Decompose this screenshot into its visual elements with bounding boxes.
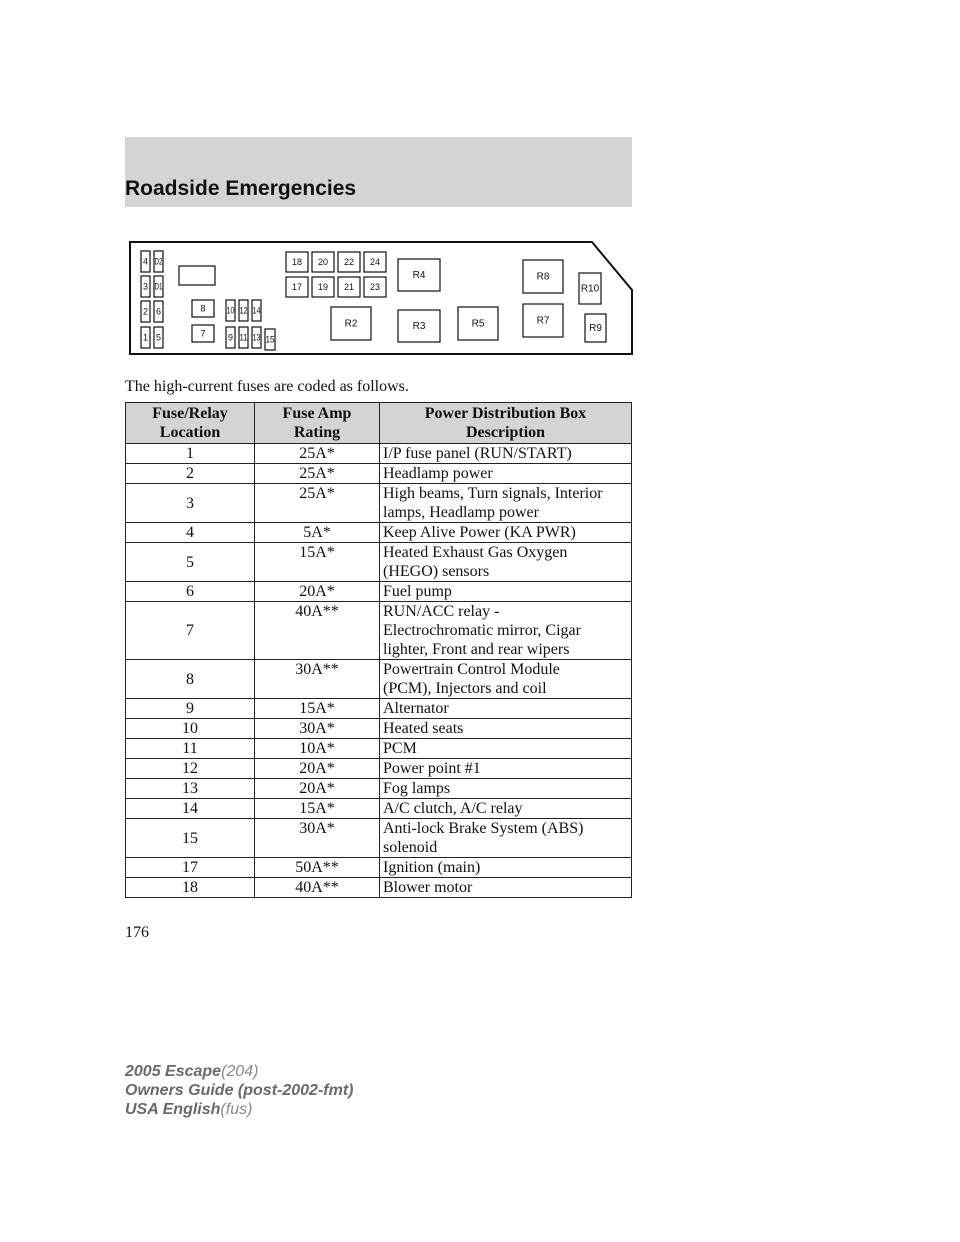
fuse-label: 14 xyxy=(252,305,261,316)
relay-label: R2 xyxy=(344,318,358,330)
table-row xyxy=(126,858,632,878)
description-line: Power point #1 xyxy=(383,760,481,777)
description-line: A/C clutch, A/C relay xyxy=(383,800,523,817)
fuse-label: 18 xyxy=(291,257,303,267)
fuse-rating: 30A** xyxy=(255,660,380,699)
header-rating: Fuse Amp Rating xyxy=(255,403,380,444)
fuse-description xyxy=(380,484,632,523)
fuse-location: 10 xyxy=(126,719,255,739)
fuse-label: 20 xyxy=(317,257,329,267)
fuse-rating: 25A* xyxy=(255,464,380,484)
fuse-label: 19 xyxy=(317,282,329,292)
fuse-description xyxy=(380,799,632,819)
description-line: Fog lamps xyxy=(383,780,451,797)
description-line: PCM xyxy=(383,740,417,757)
table-row xyxy=(126,543,632,582)
fuse-description xyxy=(380,543,632,582)
footer-line-3: USA English(fus) xyxy=(125,1101,253,1118)
table-row xyxy=(126,819,632,858)
fuse-rating: 20A* xyxy=(255,759,380,779)
fuse-location: 15 xyxy=(126,819,255,858)
relay-label: R4 xyxy=(412,270,426,281)
footer-line-2: Owners Guide (post-2002-fmt) xyxy=(125,1082,354,1099)
intro-text: The high-current fuses are coded as follows. xyxy=(125,378,409,395)
fuse-location: 13 xyxy=(126,779,255,799)
fuse-rating: 50A** xyxy=(255,858,380,878)
description-line: RUN/ACC relay - xyxy=(383,603,500,620)
fuse-label: 22 xyxy=(343,257,355,267)
table-row xyxy=(126,484,632,523)
table-row xyxy=(126,779,632,799)
fuse-location: 8 xyxy=(126,660,255,699)
table-row xyxy=(126,719,632,739)
header-description: Power Distribution Box Description xyxy=(380,403,632,444)
table-row xyxy=(126,523,632,543)
fuse-description xyxy=(380,878,632,898)
description-line: Blower motor xyxy=(383,879,473,896)
table-row xyxy=(126,699,632,719)
document-footer xyxy=(125,1062,353,1119)
fuse-label: 8 xyxy=(200,303,206,314)
description-line: Alternator xyxy=(383,700,449,717)
fuse-description xyxy=(380,739,632,759)
fuse-label: 12 xyxy=(239,305,248,316)
fuse-location: 17 xyxy=(126,858,255,878)
fuse-location: 9 xyxy=(126,699,255,719)
table-row xyxy=(126,660,632,699)
fuse-label: 10 xyxy=(226,305,235,316)
blank-slot xyxy=(179,266,215,285)
description-line: (PCM), Injectors and coil xyxy=(383,680,547,697)
fuse-label: 23 xyxy=(369,282,381,292)
fuse-rating: 20A* xyxy=(255,779,380,799)
fuse-rating: 15A* xyxy=(255,699,380,719)
relay-label: R10 xyxy=(580,283,600,295)
description-line: Fuel pump xyxy=(383,583,452,600)
table-row xyxy=(126,759,632,779)
section-title: Roadside Emergencies xyxy=(125,177,357,200)
fuse-label: 5 xyxy=(155,332,162,343)
description-line: Keep Alive Power (KA PWR) xyxy=(383,524,576,541)
fuse-location: 2 xyxy=(126,464,255,484)
fuse-label: 15 xyxy=(265,334,275,345)
fuse-label: 11 xyxy=(239,332,248,343)
fuse-rating: 30A* xyxy=(255,719,380,739)
fuse-rating: 20A* xyxy=(255,582,380,602)
fuse-location: 4 xyxy=(126,523,255,543)
table-row xyxy=(126,464,632,484)
fuse-rating: 25A* xyxy=(255,444,380,464)
fuse-location: 11 xyxy=(126,739,255,759)
relay-label: R3 xyxy=(412,321,426,332)
table-row xyxy=(126,444,632,464)
footer-line-1: 2005 Escape(204) xyxy=(125,1063,259,1080)
table-row xyxy=(126,739,632,759)
description-line: lamps, Headlamp power xyxy=(383,504,539,521)
fuse-rating: 10A* xyxy=(255,739,380,759)
fuse-rating: 40A** xyxy=(255,878,380,898)
table-row xyxy=(126,799,632,819)
fuse-label: 9 xyxy=(227,332,234,343)
relay-label: R7 xyxy=(536,315,550,327)
description-line: I/P fuse panel (RUN/START) xyxy=(383,445,572,462)
fuse-label: 7 xyxy=(200,328,206,339)
fuse-description xyxy=(380,464,632,484)
fuse-location: 6 xyxy=(126,582,255,602)
fuse-rating: 40A** xyxy=(255,602,380,660)
fuse-rating: 30A* xyxy=(255,819,380,858)
table-row xyxy=(126,582,632,602)
table-row xyxy=(126,878,632,898)
fuse-location: 1 xyxy=(126,444,255,464)
fuse-table xyxy=(125,402,632,898)
description-line: Heated seats xyxy=(383,720,464,737)
relay-label: R5 xyxy=(471,318,485,330)
description-line: lighter, Front and rear wipers xyxy=(383,641,570,658)
fuse-description xyxy=(380,858,632,878)
fuse-description xyxy=(380,719,632,739)
relay-label: R9 xyxy=(589,323,602,334)
fuse-label: 3 xyxy=(142,281,149,292)
fuse-location: 5 xyxy=(126,543,255,582)
fuse-location: 18 xyxy=(126,878,255,898)
relay-label: R8 xyxy=(536,271,550,283)
fuse-label: 1 xyxy=(142,332,149,343)
page-number: 176 xyxy=(125,924,149,941)
description-line: High beams, Turn signals, Interior xyxy=(383,485,603,502)
fuse-label: 13 xyxy=(252,332,261,343)
description-line: (HEGO) sensors xyxy=(383,563,490,580)
description-line: Anti-lock Brake System (ABS) xyxy=(383,820,584,837)
fuse-rating: 25A* xyxy=(255,484,380,523)
fuse-description xyxy=(380,699,632,719)
fuse-location: 14 xyxy=(126,799,255,819)
fuse-description xyxy=(380,759,632,779)
fuse-label: D1 xyxy=(154,281,163,292)
fuse-description xyxy=(380,602,632,660)
fuse-description xyxy=(380,819,632,858)
fuse-description xyxy=(380,582,632,602)
header-location: Fuse/Relay Location xyxy=(126,403,255,444)
description-line: Headlamp power xyxy=(383,465,493,482)
fuse-label: 24 xyxy=(369,257,381,267)
fuse-description xyxy=(380,779,632,799)
fuse-location: 3 xyxy=(126,484,255,523)
description-line: solenoid xyxy=(383,839,438,856)
fuse-label: 4 xyxy=(142,256,149,267)
fuse-label: 6 xyxy=(155,306,162,317)
fuse-description xyxy=(380,444,632,464)
fuse-location: 7 xyxy=(126,602,255,660)
table-header-row xyxy=(126,403,632,444)
fuse-box-diagram xyxy=(125,234,637,360)
section-header xyxy=(125,137,632,207)
fuse-rating: 15A* xyxy=(255,543,380,582)
fuse-location: 12 xyxy=(126,759,255,779)
fuse-label: D2 xyxy=(154,256,163,267)
fuse-label: 17 xyxy=(291,282,303,292)
fuse-description xyxy=(380,523,632,543)
description-line: Ignition (main) xyxy=(383,859,481,876)
description-line: Electrochromatic mirror, Cigar xyxy=(383,622,581,639)
fuse-label: 2 xyxy=(142,306,149,317)
fuse-label: 21 xyxy=(343,282,355,292)
fuse-rating: 15A* xyxy=(255,799,380,819)
description-line: Heated Exhaust Gas Oxygen xyxy=(383,544,568,561)
fuse-description xyxy=(380,660,632,699)
description-line: Powertrain Control Module xyxy=(383,661,560,678)
fuse-rating: 5A* xyxy=(255,523,380,543)
fuse-box-svg xyxy=(125,234,637,360)
table-row xyxy=(126,602,632,660)
